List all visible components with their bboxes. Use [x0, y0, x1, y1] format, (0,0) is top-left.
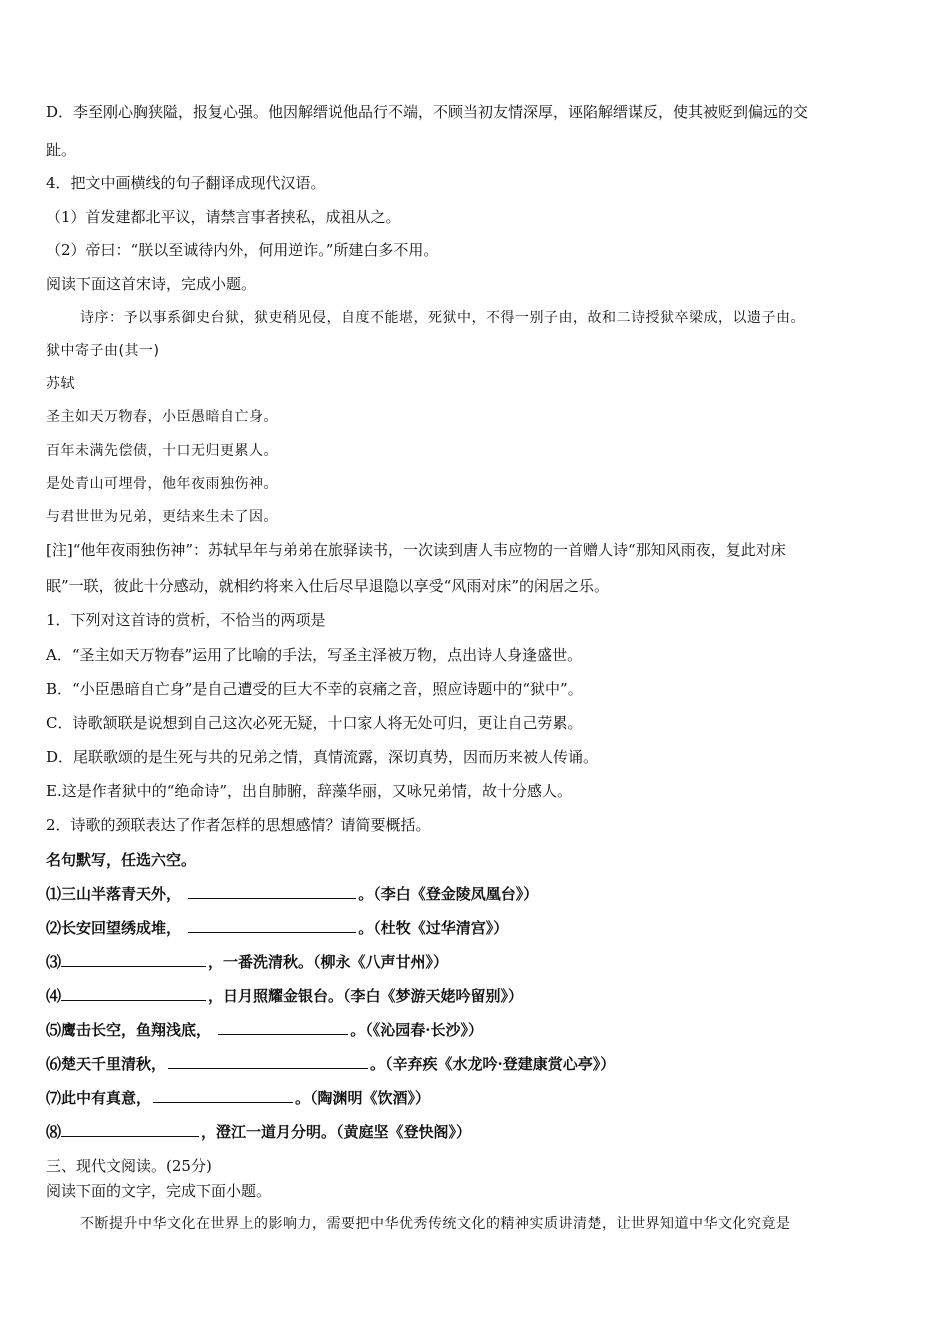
item-number: ⑶ [46, 953, 62, 971]
item-number: ⑵ [46, 919, 62, 937]
poem-q1-option-a: A．“圣主如天万物春”运用了比喻的手法，写圣主泽被万物，点出诗人身逢盛世。 [46, 646, 583, 664]
q4-sentence-2: （2）帝曰：“朕以至诚待内外，何用逆诈。”所建白多不用。 [46, 241, 439, 259]
poem-q1-option-e: E.这是作者狱中的“绝命诗”，出自肺腑，辞藻华丽，又咏兄弟情，故十分感人。 [46, 782, 573, 800]
poem-preface: 诗序：予以事系御史台狱，狱吏稍见侵，自度不能堪，死狱中，不得一别子由，故和二诗授狱卒梁成，以遗子由。 [80, 310, 805, 326]
recitation-item-2 [46, 918, 906, 938]
item-number: ⑻ [46, 1123, 62, 1141]
section3-paragraph-start: 不断提升中华文化在世界上的影响力，需要把中华优秀传统文化的精神实质讲清楚，让世界知道中华文化究竟是 [80, 1216, 791, 1232]
poem-note-line1: [注]“他年夜雨独伤神”：苏轼早年与弟弟在旅驿读书，一次读到唐人韦应物的一首赠人诗“那知风雨夜，复此对床 [46, 541, 786, 559]
poem-q1-option-b: B．“小臣愚暗自亡身”是自己遭受的巨大不幸的哀痛之音，照应诗题中的“狱中”。 [46, 680, 583, 698]
poem-line: 百年未满先偿债，十口无归更累人。 [46, 443, 278, 459]
section3-intro: 阅读下面的文字，完成下面小题。 [46, 1182, 272, 1200]
option-d-line1: D．李至刚心胸狭隘，报复心强。他因解缙说他品行不端，不顾当初友情深厚，诬陷解缙谋反，使其被贬到偏远的交 [46, 103, 809, 121]
item-number: ⑹ [46, 1055, 62, 1073]
answer-blank[interactable] [218, 1020, 348, 1035]
poem-line: 与君世世为兄弟，更结来生未了因。 [46, 509, 278, 525]
poem-q1-title: 1．下列对这首诗的赏析，不恰当的两项是 [46, 611, 326, 629]
item-suffix: 。（杜牧《过华清宫》） [358, 919, 509, 937]
recitation-item-3 [46, 952, 906, 972]
section3-heading: 三、现代文阅读。(25分) [46, 1157, 212, 1175]
recitation-item-5 [46, 1020, 906, 1040]
recitation-title: 名句默写，任选六空。 [46, 851, 197, 869]
answer-blank[interactable] [61, 952, 206, 967]
item-prefix: 楚天千里清秋， [61, 1055, 167, 1073]
answer-blank[interactable] [188, 918, 356, 933]
poem-q2: 2．诗歌的颈联表达了作者怎样的思想感情？请简要概括。 [46, 816, 431, 834]
recitation-item-8 [46, 1122, 906, 1142]
item-suffix: 。（李白《登金陵凤凰台》） [358, 885, 539, 903]
item-number: ⑷ [46, 987, 62, 1005]
item-number: ⑺ [46, 1089, 62, 1107]
poem-line: 是处青山可埋骨，他年夜雨独伤神。 [46, 476, 278, 492]
item-suffix: ，日月照耀金银台。（李白《梦游天姥吟留别》） [208, 987, 524, 1005]
poem-q1-option-c: C．诗歌颔联是说想到自己这次必死无疑，十口家人将无处可归，更让自己劳累。 [46, 714, 583, 732]
answer-blank[interactable] [61, 986, 206, 1001]
recitation-item-7 [46, 1088, 906, 1108]
item-suffix: ，澄江一道月分明。（黄庭坚《登快阁》） [201, 1123, 472, 1141]
recitation-item-1 [46, 884, 906, 904]
recitation-item-4 [46, 986, 906, 1006]
item-prefix: 此中有真意， [61, 1089, 152, 1107]
poem-intro: 阅读下面这首宋诗，完成小题。 [46, 275, 257, 293]
poem-title: 狱中寄子由(其一) [46, 343, 160, 359]
item-number: ⑸ [46, 1021, 62, 1039]
recitation-item-6 [46, 1054, 906, 1074]
poem-author: 苏轼 [46, 376, 75, 392]
item-suffix: 。（辛弃疾《水龙吟·登建康赏心亭》） [370, 1055, 616, 1073]
poem-q1-option-d: D．尾联歌颂的是生死与共的兄弟之情，真情流露，深切真势，因而历来被人传诵。 [46, 748, 599, 766]
answer-blank[interactable] [61, 1122, 199, 1137]
poem-note-line2: 眠”一联，彼此十分感动，就相约将来入仕后尽早退隐以享受“风雨对床”的闲居之乐。 [46, 577, 610, 595]
poem-line: 圣主如天万物春，小臣愚暗自亡身。 [46, 409, 278, 425]
answer-blank[interactable] [153, 1088, 293, 1103]
q4-title: 4．把文中画横线的句子翻译成现代汉语。 [46, 174, 326, 192]
item-suffix: 。（陶渊明《饮酒》） [295, 1089, 431, 1107]
answer-blank[interactable] [188, 884, 356, 899]
option-d-line2: 趾。 [46, 141, 77, 159]
item-suffix: 。（《沁园春·长沙》） [350, 1021, 483, 1039]
item-number: ⑴ [46, 885, 62, 903]
item-prefix: 三山半落青天外， [61, 885, 182, 903]
item-prefix: 长安回望绣成堆， [61, 919, 182, 937]
answer-blank[interactable] [168, 1054, 368, 1069]
item-suffix: ，一番洗清秋。（柳永《八声甘州》） [208, 953, 449, 971]
q4-sentence-1: （1）首发建都北平议，请禁言事者挟私，成祖从之。 [46, 208, 401, 226]
item-prefix: 鹰击长空，鱼翔浅底， [61, 1021, 212, 1039]
